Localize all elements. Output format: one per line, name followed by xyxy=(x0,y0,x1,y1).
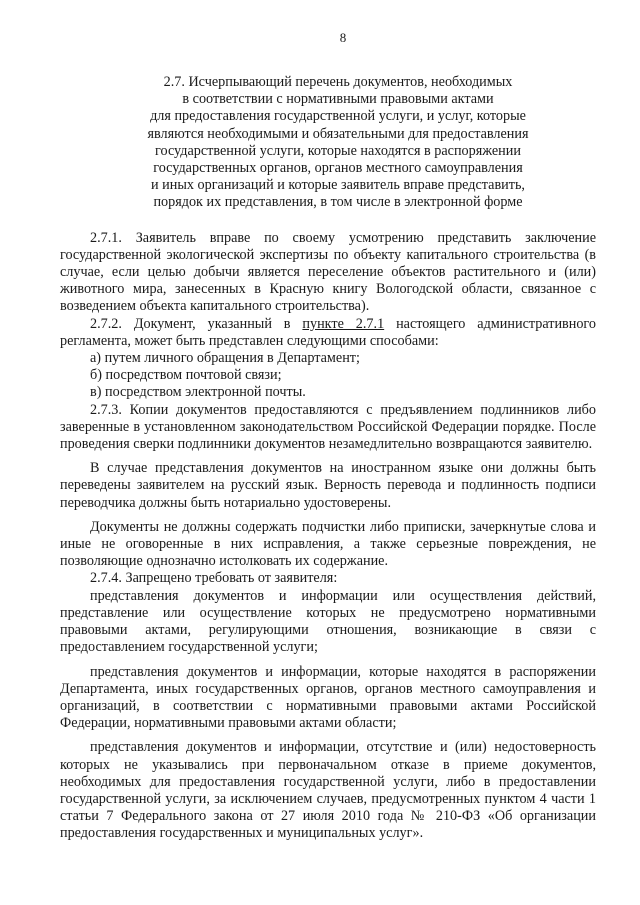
paragraph-requirement-2: представления документов и информации, которые находятся в распоряжении Департамента, иных государственных органов, органов местного самоуправления и организаций, в соответствии с нормативными правовыми актами Российской Федерации, нормативными правовыми актами области; xyxy=(60,663,596,732)
paragraph-2-7-3: 2.7.3. Копии документов предоставляются с предъявлением подлинников либо заверенные в установленном законодательством Российской Федерации порядке. После проведения сверки подлинники документов незамедлительно возвращаются заявителю. xyxy=(60,401,596,453)
paragraph-2-7-1: 2.7.1. Заявитель вправе по своему усмотрению представить заключение государственной экологической экспертизы по объекту капитального строительства (в случае, если целью добычи является переселение объектов растительного и (или) животного мира, занесенных в Красную книгу Вологодской области, связанное с возведением объекта капитального строительства). xyxy=(60,229,596,315)
heading-line: и иных организаций и которые заявитель вправе представить, xyxy=(151,177,525,194)
section-heading xyxy=(60,74,596,212)
paragraph-2-7-2-before: 2.7.2. Документ, указанный в xyxy=(90,315,303,332)
heading-line: являются необходимыми и обязательными для предоставления xyxy=(147,125,529,142)
clause-reference-link[interactable]: пункте 2.7.1 xyxy=(302,315,385,332)
paragraph-2-7-4: 2.7.4. Запрещено требовать от заявителя: xyxy=(90,570,338,587)
paragraph-requirement-3: представления документов и информации, отсутствие и (или) недостоверность которых не указывались при первоначальном отказе в приеме документов, необходимых для предоставления государственной услуги, либо в предоставлении государственной услуги, за исключением случаев, предусмотренных пунктом 4 части 1 статьи 7 Федерального закона от 27 июля 2010 года № 210-ФЗ «Об организации предоставления государственных и муниципальных услуг». xyxy=(60,739,596,842)
paragraph-2-7-2-after: настоящего административного регламента, может быть представлен следующими способами: xyxy=(60,315,596,349)
heading-line: государственных органов, органов местного самоуправления xyxy=(153,160,523,177)
heading-line: порядок их представления, в том числе в электронной форме xyxy=(153,194,523,211)
page-number: 8 xyxy=(339,30,347,45)
heading-line: 2.7. Исчерпывающий перечень документов, необходимых xyxy=(163,74,513,90)
document-body xyxy=(60,230,596,843)
paragraph-2-7-2 xyxy=(60,316,596,350)
paragraph-foreign-language: В случае представления документов на иностранном языке они должны быть переведены заявителем на русский язык. Верность перевода и подлинность подписи переводчика должны быть нотариально удостоверены. xyxy=(60,460,596,511)
heading-line: в соответствии с нормативными правовыми актами xyxy=(182,91,494,108)
list-item: б) посредством почтовой связи; xyxy=(90,367,282,384)
paragraph-erasures: Документы не должны содержать подчистки либо приписки, зачеркнутые слова и иные не оговоренные в них исправления, а также серьезные повреждения, не позволяющие однозначно истолковать их содержание. xyxy=(60,518,596,570)
heading-line: государственной услуги, которые находятся в распоряжении xyxy=(155,142,521,159)
heading-line: для предоставления государственной услуги, и услуг, которые xyxy=(150,108,526,125)
paragraph-requirement-1: представления документов и информации или осуществления действий, представление или осуществление которых не предусмотрено нормативными правовыми актами, регулирующими отношения, возникающие в связи с предоставлением государственной услуги; xyxy=(60,587,596,656)
list-item: в) посредством электронной почты. xyxy=(90,384,306,401)
list-item: а) путем личного обращения в Департамент; xyxy=(90,350,360,367)
